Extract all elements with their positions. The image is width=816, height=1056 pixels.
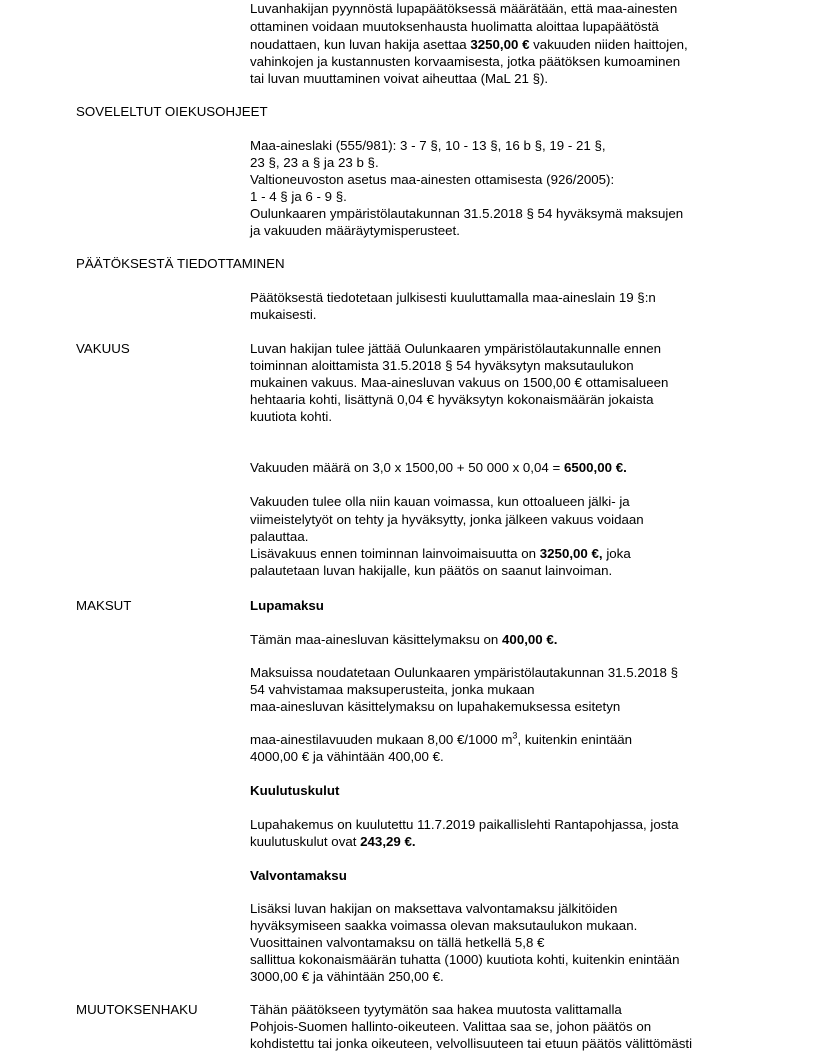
intro-line-1: Luvanhakijan pyynnöstä lupapäätöksessä määrätään, että maa-ainesten — [250, 1, 678, 16]
intro-line-5: tai luvan muuttaminen voivat aiheuttaa (MaL 21 §). — [250, 71, 549, 86]
section-heading-appeal: MUUTOKSENHAKU — [76, 1002, 198, 1017]
supervision-fee-line-5: 3000,00 € ja vähintään 250,00 €. — [250, 969, 444, 984]
appeal-line-2: Pohjois-Suomen hallinto-oikeuteen. Valittaa saa se, johon päätös on — [250, 1019, 652, 1034]
permit-fee-amount: 400,00 €. — [502, 632, 558, 647]
supervision-fee-line-4: sallittua kokonaismäärän tuhatta (1000) kuutiota kohti, kuitenkin enintään — [250, 952, 680, 967]
security-amount-line: Vakuuden määrä on 3,0 x 1500,00 + 50 000 x 0,04 = 6500,00 €. — [250, 460, 627, 475]
supervision-fee-line-3: Vuosittainen valvontamaksu on tällä hetkellä 5,8 € — [250, 935, 545, 950]
permit-fee-basis-line-5: maa-ainestilavuuden mukaan 8,00 €/1000 $m^3$, kuitenkin enintään — [250, 730, 633, 747]
law-line-2: 23 §, 23 a § ja 23 b §. — [250, 155, 379, 170]
security-validity-line-1: Vakuuden tulee olla niin kauan voimassa, kun ottoalueen jälki- ja — [250, 494, 630, 509]
security-extra-amount: 3250,00 €, — [539, 546, 603, 561]
supervision-fee-line-2: hyväksymiseen saakka voimassa olevan maksutaulukon mukaan. — [250, 918, 638, 933]
permit-fee-basis-line-6: 4000,00 € ja vähintään 400,00 €. — [250, 749, 444, 764]
section-heading-security: VAKUUS — [76, 341, 130, 356]
intro-line-4: vahinkojen ja kustannusten korvaamisesta, jotka päätöksen kumoaminen — [250, 54, 681, 69]
security-line-2: toiminnan aloittamista 31.5.2018 § 54 hyväksytyn maksutaulukon — [250, 358, 634, 373]
section-heading-applied-law: SOVELELTUT OIEKUSOHJEET — [76, 104, 268, 119]
intro-line-3: noudattaen, kun luvan hakija asettaa 3250,00 € vakuuden niiden haittojen, — [250, 37, 688, 52]
announcement-costs-line-1: Lupahakemus on kuulutettu 11.7.2019 paikallislehti Rantapohjassa, josta — [250, 817, 679, 832]
security-line-3: mukainen vakuus. Maa-ainesluvan vakuus on 1500,00 € ottamisalueen — [250, 375, 669, 390]
permit-fee-line: Tämän maa-ainesluvan käsittelymaksu on 400,00 €. — [250, 632, 558, 647]
security-line-1: Luvan hakijan tulee jättää Oulunkaaren ympäristölautakunnalle ennen — [250, 341, 662, 356]
intro-amount: 3250,00 € — [470, 37, 530, 52]
law-line-4: 1 - 4 § ja 6 - 9 §. — [250, 189, 347, 204]
section-heading-announcement: PÄÄTÖKSESTÄ TIEDOTTAMINEN — [76, 256, 285, 271]
announcement-costs-amount: 243,29 €. — [360, 834, 416, 849]
security-extra-line-2: palautetaan luvan hakijalle, kun päätös on saanut lainvoiman. — [250, 563, 613, 578]
security-amount: 6500,00 €. — [563, 460, 627, 475]
announce-line-2: mukaisesti. — [250, 307, 317, 322]
supervision-fee-subheading: Valvontamaksu — [250, 868, 347, 883]
law-line-5: Oulunkaaren ympäristölautakunnan 31.5.2018 § 54 hyväksymä maksujen — [250, 206, 684, 221]
permit-fee-basis-line-2: 54 vahvistamaa maksuperusteita, jonka mukaan — [250, 682, 535, 697]
security-extra-line-1: Lisävakuus ennen toiminnan lainvoimaisuutta on 3250,00 €, joka — [250, 546, 631, 561]
announcement-costs-line-2: kuulutuskulut ovat 243,29 €. — [250, 834, 416, 849]
law-line-1: Maa-aineslaki (555/981): 3 - 7 §, 10 - 13 §, 16 b §, 19 - 21 §, — [250, 138, 606, 153]
law-line-6: ja vakuuden määräytymisperusteet. — [250, 223, 460, 238]
intro-line-2: ottaminen voidaan muutoksenhausta huolimatta aloittaa lupapäätöstä — [250, 19, 659, 34]
security-validity-line-2: viimeistelytyöt on tehty ja hyväksytty, jonka jälkeen vakuus voidaan — [250, 512, 644, 527]
security-line-5: kuutiota kohti. — [250, 409, 333, 424]
appeal-line-1: Tähän päätökseen tyytymätön saa hakea muutosta valittamalla — [250, 1002, 622, 1017]
section-heading-fees: MAKSUT — [76, 598, 132, 613]
announce-line-1: Päätöksestä tiedotetaan julkisesti kuuluttamalla maa-aineslain 19 §:n — [250, 290, 656, 305]
permit-fee-basis-line-3: maa-ainesluvan käsittelymaksu on lupahakemuksessa esitetyn — [250, 699, 621, 714]
permit-fee-basis-line-1: Maksuissa noudatetaan Oulunkaaren ympäristölautakunnan 31.5.2018 § — [250, 665, 679, 680]
appeal-line-3: kohdistettu tai jonka oikeuteen, velvollisuuteen tai etuun päätös välittömästi — [250, 1036, 693, 1051]
security-line-4: hehtaaria kohti, lisättynä 0,04 € hyväksytyn kokonaismäärän jokaista — [250, 392, 654, 407]
announcement-costs-subheading: Kuulutuskulut — [250, 783, 340, 798]
supervision-fee-line-1: Lisäksi luvan hakijan on maksettava valvontamaksu jälkitöiden — [250, 901, 618, 916]
security-validity-line-3: palauttaa. — [250, 529, 309, 544]
law-line-3: Valtioneuvoston asetus maa-ainesten ottamisesta (926/2005): — [250, 172, 615, 187]
permit-fee-subheading: Lupamaksu — [250, 598, 324, 613]
